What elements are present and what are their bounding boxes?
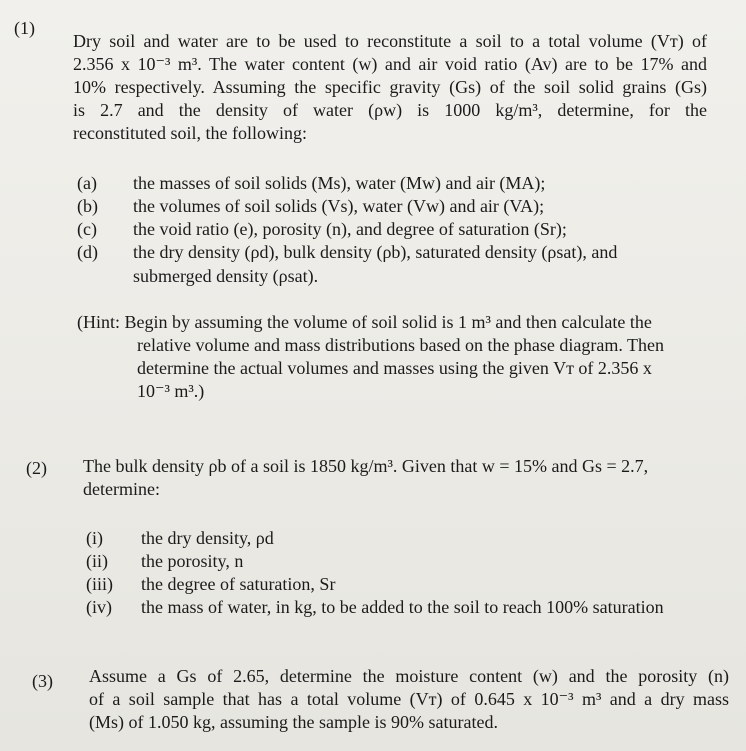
q1-item-d-text: the dry density (ρd), bulk density (ρb), saturated density (ρsat), and bbox=[133, 242, 618, 262]
q1-item-d-label: (d) bbox=[77, 242, 98, 262]
q1-item-d bbox=[77, 241, 697, 264]
question-3-intro bbox=[89, 665, 729, 734]
q1-item-c bbox=[77, 218, 677, 241]
q2-intro-line-2: determine: bbox=[83, 479, 160, 499]
q1-hint-line-1: (Hint: Begin by assuming the volume of soil solid is 1 m³ and then calculate the bbox=[77, 312, 652, 332]
q1-item-c-label: (c) bbox=[77, 219, 97, 239]
question-1-intro bbox=[73, 30, 707, 145]
q2-item-ii-text: the porosity, n bbox=[141, 551, 244, 571]
q2-item-iii-text: the degree of saturation, Sr bbox=[141, 574, 336, 594]
q1-item-b-label: (b) bbox=[77, 196, 98, 216]
q1-hint-line-2: relative volume and mass distributions based on the phase diagram. Then bbox=[137, 335, 665, 355]
q3-intro-line-3: (Ms) of 1.050 kg, assuming the sample is 90% saturated. bbox=[89, 712, 498, 732]
question-1-number: (1) bbox=[14, 18, 35, 38]
q2-item-iv-label: (iv) bbox=[86, 597, 112, 617]
q2-item-ii-label: (ii) bbox=[86, 551, 108, 571]
q1-item-c-text: the void ratio (e), porosity (n), and degree of saturation (Sr); bbox=[133, 219, 567, 239]
q2-item-iv-text: the mass of water, in kg, to be added to the soil to reach 100% saturation bbox=[141, 597, 664, 617]
q1-intro-line-3: 10% respectively. Assuming the specific gravity (Gs) of the soil solid grains (Gs) bbox=[73, 77, 707, 97]
q1-item-a-label: (a) bbox=[77, 173, 97, 193]
q2-item-iii bbox=[86, 573, 726, 596]
q1-item-a-text: the masses of soil solids (Ms), water (Mw) and air (MA); bbox=[133, 173, 546, 193]
q2-item-ii bbox=[86, 550, 726, 573]
q1-intro-line-5: reconstituted soil, the following: bbox=[73, 123, 307, 143]
q1-item-a bbox=[77, 172, 677, 195]
q1-item-b-text: the volumes of soil solids (Vs), water (Vw) and air (VA); bbox=[133, 196, 545, 216]
question-2-intro bbox=[83, 455, 723, 501]
q2-item-i-text: the dry density, ρd bbox=[141, 528, 274, 548]
q1-intro-line-2: 2.356 x 10⁻³ m³. The water content (w) and air void ratio (Av) are to be 17% and bbox=[73, 54, 707, 74]
q2-item-i bbox=[86, 527, 726, 550]
q1-hint-line-3: determine the actual volumes and masses using the given Vᴛ of 2.356 x bbox=[137, 358, 652, 378]
q2-item-iii-label: (iii) bbox=[86, 574, 113, 594]
question-1-hint bbox=[77, 311, 717, 403]
q2-item-iv bbox=[86, 596, 726, 619]
question-2-number: (2) bbox=[26, 458, 47, 478]
q1-hint-line-4: 10⁻³ m³.) bbox=[137, 381, 205, 401]
q2-item-i-label: (i) bbox=[86, 528, 103, 548]
q3-intro-line-1: Assume a Gs of 2.65, determine the moisture content (w) and the porosity (n) bbox=[89, 666, 729, 686]
q2-intro-line-1: The bulk density ρb of a soil is 1850 kg/m³. Given that w = 15% and Gs = 2.7, bbox=[83, 456, 649, 476]
q1-intro-line-1: Dry soil and water are to be used to reconstitute a soil to a total volume (Vᴛ) of bbox=[73, 31, 707, 51]
q1-item-b bbox=[77, 195, 677, 218]
q1-item-d-continued bbox=[77, 265, 677, 288]
q1-item-d-continued-text: submerged density (ρsat). bbox=[133, 266, 319, 286]
q3-intro-line-2: of a soil sample that has a total volume (Vᴛ) of 0.645 x 10⁻³ m³ and a dry mass bbox=[89, 689, 729, 709]
q1-intro-line-4: is 2.7 and the density of water (ρw) is 1000 kg/m³, determine, for the bbox=[73, 100, 707, 120]
question-3-number: (3) bbox=[32, 671, 53, 691]
